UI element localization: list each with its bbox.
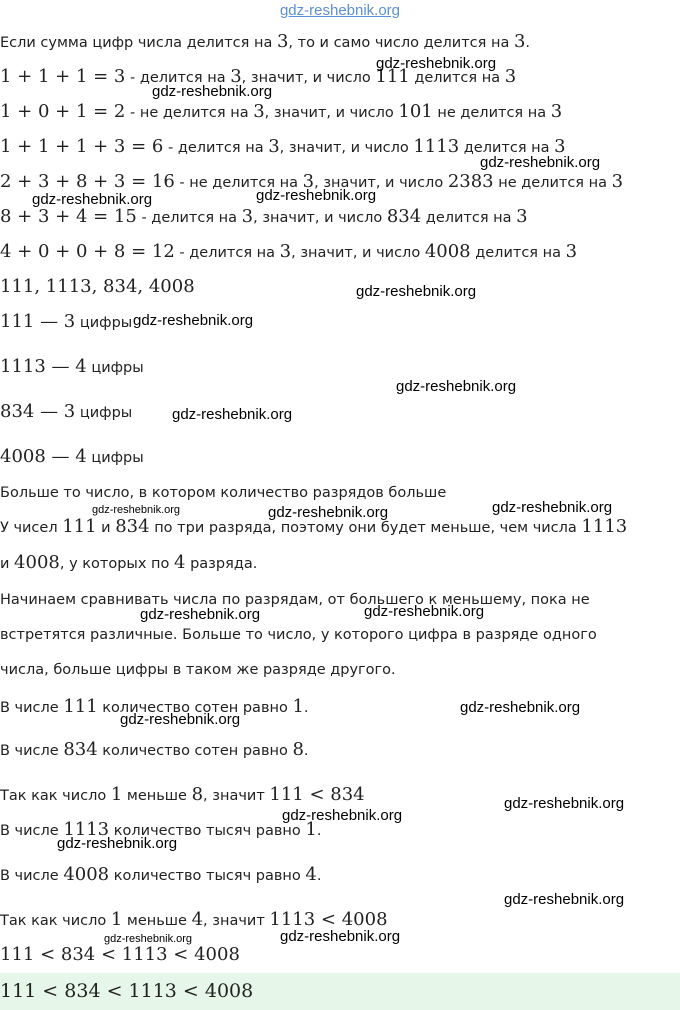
text-segment: цифры xyxy=(86,360,144,376)
method-line-2 xyxy=(0,625,597,645)
text-segment: делится на xyxy=(409,70,505,86)
watermark-text: gdz-reshebnik.org xyxy=(504,795,625,812)
text-segment: , значит, и число xyxy=(314,175,448,191)
text-segment: Начинаем сравнивать числа по разрядам, от большего к меньшему, пока не xyxy=(0,592,590,608)
divisible-list xyxy=(0,277,195,298)
math-expression: 4 + 0 + 0 + 8 = 12 xyxy=(0,241,175,262)
math-expression: 3 xyxy=(504,66,517,87)
text-segment: . xyxy=(316,868,322,884)
math-expression: 111 xyxy=(63,696,98,717)
text-segment: количество тысяч равно xyxy=(109,868,306,884)
text-segment: по три разряда, поэтому они будет меньше, чем числа xyxy=(149,520,582,536)
method-line-3 xyxy=(0,660,396,680)
text-segment: , у которых по xyxy=(59,556,175,572)
math-expression: 1 xyxy=(292,696,304,717)
text-segment: . xyxy=(303,743,309,759)
watermark-text: gdz-reshebnik.org xyxy=(356,283,477,300)
check-834 xyxy=(0,207,528,228)
text-segment: не делится на xyxy=(432,105,551,121)
text-segment: и xyxy=(0,556,15,572)
math-expression: 834 xyxy=(386,206,422,227)
math-expression: 111 < 834 < 1113 < 4008 xyxy=(0,944,240,965)
math-expression: 1 xyxy=(110,909,123,930)
answer-box xyxy=(0,973,680,1010)
math-expression: 1 + 1 + 1 = 3 xyxy=(0,66,126,87)
text-segment: , значит, и число xyxy=(279,140,414,156)
text-segment: Больше то число, в котором количество разрядов больше xyxy=(0,485,447,501)
text-segment: . xyxy=(303,700,309,716)
math-expression: 3 xyxy=(302,171,315,192)
rule-line xyxy=(0,32,530,53)
text-segment: , значит, и число xyxy=(241,70,376,86)
math-expression: 1113 < 4008 xyxy=(269,909,388,930)
text-segment: , значит, и число xyxy=(264,105,399,121)
math-expression: 3 xyxy=(279,241,292,262)
rank-compare-cont xyxy=(0,553,257,574)
rank-rule xyxy=(0,483,446,503)
method-line-1 xyxy=(0,590,590,610)
text-segment: . xyxy=(316,823,322,839)
math-expression: 111 xyxy=(62,516,97,537)
math-expression: 3 xyxy=(550,101,563,122)
watermark-text: gdz-reshebnik.org xyxy=(280,928,401,945)
watermark-text: gdz-reshebnik.org xyxy=(376,55,497,72)
text-segment: В числе xyxy=(0,823,64,839)
watermark-text: gdz-reshebnik.org xyxy=(57,835,178,852)
watermark-text: gdz-reshebnik.org xyxy=(104,933,193,945)
text-segment: не делится на xyxy=(493,175,612,191)
text-segment: делится на xyxy=(459,140,555,156)
digits-1113 xyxy=(0,357,144,378)
math-expression: 1 + 1 + 1 + 3 = 6 xyxy=(0,136,164,157)
math-expression: 3 xyxy=(276,31,289,52)
watermark-text: gdz-reshebnik.org xyxy=(32,191,153,208)
math-expression: 4008 — 4 xyxy=(0,446,87,467)
text-segment: делится на xyxy=(470,245,566,261)
math-expression: 1 xyxy=(110,784,123,805)
watermark-text: gdz-reshebnik.org xyxy=(268,504,389,521)
check-4008 xyxy=(0,242,577,263)
math-expression: 3 xyxy=(253,101,265,122)
math-expression: 1113 xyxy=(581,516,628,537)
text-segment: количество тысяч равно xyxy=(109,823,306,839)
answer-text: 111 < 834 < 1113 < 4008 xyxy=(0,980,254,1002)
watermark-text: gdz-reshebnik.org xyxy=(460,699,581,716)
text-segment: количество сотен равно xyxy=(97,743,293,759)
math-expression: 3 xyxy=(513,31,526,52)
math-expression: 111 < 834 xyxy=(269,784,365,805)
watermark-text: gdz-reshebnik.org xyxy=(172,406,293,423)
thousands-4008 xyxy=(0,865,321,886)
watermark-text: gdz-reshebnik.org xyxy=(133,312,254,329)
text-segment: В числе xyxy=(0,700,64,716)
text-segment: цифры xyxy=(86,450,144,466)
text-segment: - делится на xyxy=(125,70,231,86)
watermark-text: gdz-reshebnik.org xyxy=(120,711,241,728)
math-expression: 834 xyxy=(115,516,150,537)
math-expression: 8 xyxy=(292,739,304,760)
math-expression: 8 + 3 + 4 = 15 xyxy=(0,206,137,227)
text-segment: Так как число xyxy=(0,913,111,929)
math-expression: 8 xyxy=(191,784,204,805)
watermark-text: gdz-reshebnik.org xyxy=(140,606,261,623)
math-expression: 1 + 0 + 1 = 2 xyxy=(0,101,126,122)
text-segment: Так как число xyxy=(0,788,111,804)
text-segment: количество сотен равно xyxy=(97,700,293,716)
digits-4008 xyxy=(0,447,144,468)
math-expression: 3 xyxy=(565,241,578,262)
math-expression: 111 — 3 xyxy=(0,311,76,332)
math-expression: 4008 xyxy=(424,241,471,262)
watermark-text: gdz-reshebnik.org xyxy=(480,154,601,171)
math-expression: 834 xyxy=(63,739,98,760)
watermark-text: gdz-reshebnik.org xyxy=(492,499,613,516)
math-expression: 2 + 3 + 8 + 3 = 16 xyxy=(0,171,175,192)
text-segment: цифры xyxy=(75,315,133,331)
text-segment: - делится на xyxy=(163,140,269,156)
watermark-text: gdz-reshebnik.org xyxy=(282,807,403,824)
math-expression: 111, 1113, 834, 4008 xyxy=(0,276,195,297)
watermark-text: gdz-reshebnik.org xyxy=(152,83,273,100)
text-segment: - делится на xyxy=(136,210,242,226)
math-expression: 3 xyxy=(516,206,528,227)
math-expression: 101 xyxy=(398,101,433,122)
text-segment: . xyxy=(525,35,530,51)
math-expression: 3 xyxy=(554,136,566,157)
check-101 xyxy=(0,102,562,123)
math-expression: 834 — 3 xyxy=(0,401,76,422)
math-expression: 1113 xyxy=(413,136,460,157)
math-expression: 2383 xyxy=(447,171,494,192)
math-expression: 1 xyxy=(305,819,317,840)
text-segment: - делится на xyxy=(174,245,280,261)
text-segment: числа, больше цифры в таком же разряде другого. xyxy=(0,662,396,678)
math-expression: 3 xyxy=(268,136,280,157)
digits-834 xyxy=(0,402,132,423)
math-expression: 4008 xyxy=(63,864,110,885)
header-site-link[interactable]: gdz-reshebnik.org xyxy=(279,2,401,19)
watermark-text: gdz-reshebnik.org xyxy=(92,504,181,516)
text-segment: - не делится на xyxy=(125,105,254,121)
watermark-text: gdz-reshebnik.org xyxy=(256,187,377,204)
math-expression: 1113 — 4 xyxy=(0,356,87,377)
text-segment: меньше xyxy=(122,913,192,929)
text-segment: - не делится на xyxy=(174,175,303,191)
text-segment: меньше xyxy=(122,788,192,804)
text-segment: Если сумма цифр числа делится на xyxy=(0,35,277,51)
math-expression: 4 xyxy=(305,864,317,885)
math-expression: 3 xyxy=(241,206,254,227)
watermark-text: gdz-reshebnik.org xyxy=(396,378,517,395)
text-segment: , то и само число делится на xyxy=(288,35,514,51)
math-expression: 1113 xyxy=(63,819,110,840)
text-segment: В числе xyxy=(0,743,64,759)
watermark-text: gdz-reshebnik.org xyxy=(364,603,485,620)
text-segment: , значит, и число xyxy=(291,245,425,261)
text-segment: цифры xyxy=(75,405,133,421)
conclusion-111-834 xyxy=(0,785,365,806)
math-expression: 4 xyxy=(174,552,186,573)
math-expression: 111 xyxy=(375,66,410,87)
text-segment: В числе xyxy=(0,868,64,884)
text-segment: разряда. xyxy=(185,556,258,572)
text-segment: и xyxy=(96,520,116,536)
watermark-text: gdz-reshebnik.org xyxy=(504,891,625,908)
digits-111 xyxy=(0,312,132,333)
math-expression: 3 xyxy=(230,66,242,87)
text-segment: , значит xyxy=(203,913,270,929)
text-segment: , значит, и число xyxy=(253,210,387,226)
text-segment: встретятся различные. Больше то число, у которого цифра в разряде одного xyxy=(0,627,597,643)
math-expression: 4 xyxy=(191,909,204,930)
text-segment: У чисел xyxy=(0,520,63,536)
math-expression: 3 xyxy=(611,171,624,192)
final-order xyxy=(0,945,240,966)
text-segment: делится на xyxy=(421,210,517,226)
text-segment: , значит xyxy=(203,788,270,804)
hundreds-834 xyxy=(0,740,309,761)
math-expression: 4008 xyxy=(14,552,60,573)
